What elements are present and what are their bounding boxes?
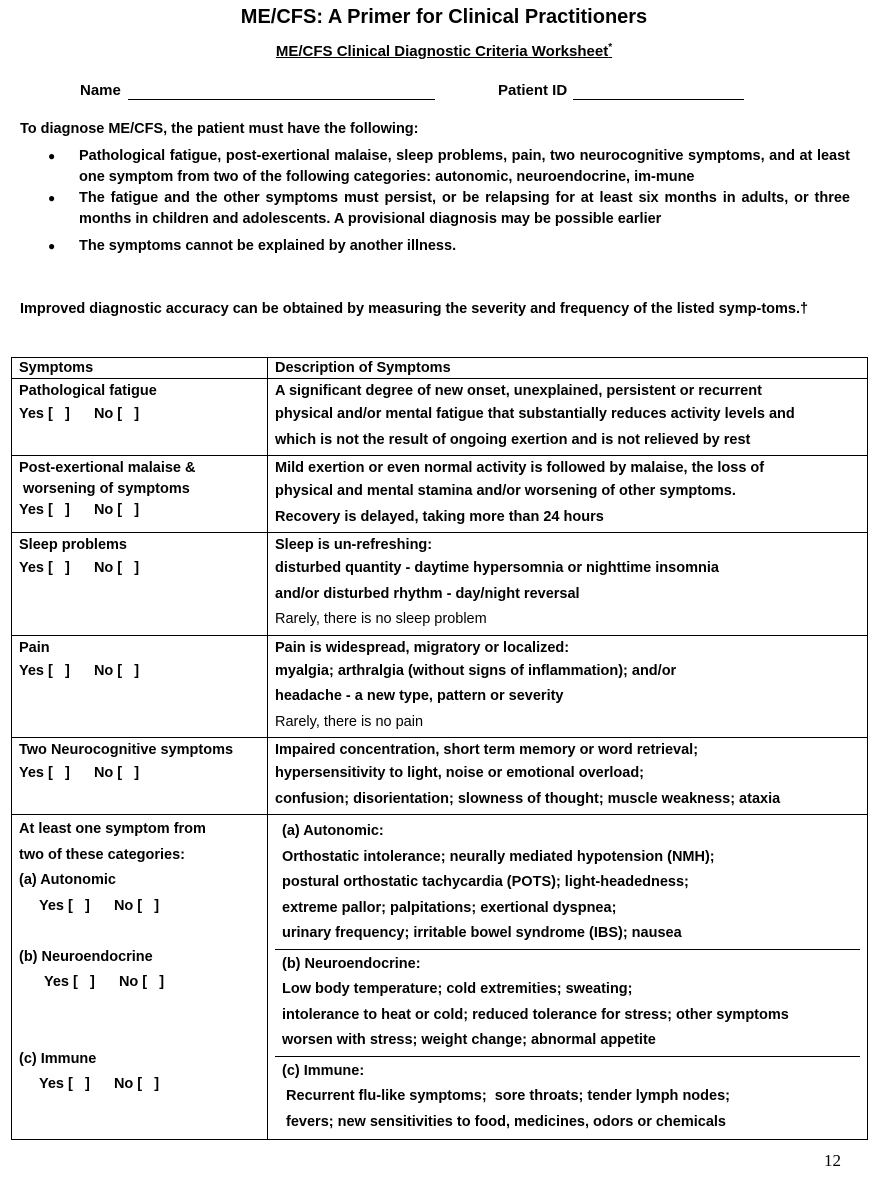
- symptom-name: At least one symptom from: [19, 821, 206, 837]
- name-label: Name: [80, 82, 121, 99]
- requirements-list: [20, 146, 850, 257]
- patient-id-label: Patient ID: [498, 82, 568, 99]
- patient-id-field[interactable]: [573, 99, 744, 100]
- description-cell: [268, 533, 868, 636]
- requirement-text: The symptoms cannot be explained by another illness.: [79, 238, 457, 254]
- symptom-cell: [12, 456, 268, 533]
- description-line: physical and mental stamina and/or worsening of other symptoms.: [275, 483, 736, 499]
- yes-no-checkboxes[interactable]: Yes [ ] No [ ]: [39, 897, 160, 914]
- neuroendocrine-description: [275, 949, 860, 1056]
- description-line: (c) Immune:: [282, 1062, 365, 1079]
- description-line: Orthostatic intolerance; neurally mediated hypotension (NMH);: [282, 848, 715, 865]
- symptom-cell: [12, 738, 268, 815]
- worksheet-subtitle: [0, 42, 888, 60]
- yes-no-checkboxes[interactable]: Yes [ ] No [ ]: [19, 560, 140, 576]
- description-line: Sleep is un-refreshing:: [275, 537, 433, 553]
- symptom-name: Sleep problems: [19, 537, 127, 553]
- description-line: Impaired concentration, short term memory or word retrieval;: [275, 742, 699, 758]
- description-line: intolerance to heat or cold; reduced tolerance for stress; other symptoms: [282, 1006, 789, 1023]
- yes-no-checkboxes[interactable]: Yes [ ] No [ ]: [19, 765, 140, 781]
- table-row: [12, 456, 868, 533]
- subtitle-footnote-mark: *: [608, 42, 613, 53]
- description-line: hypersensitivity to light, noise or emotional overload;: [275, 765, 645, 781]
- symptom-name: Post-exertional malaise &: [19, 460, 196, 476]
- yes-no-checkboxes[interactable]: Yes [ ] No [ ]: [19, 662, 140, 679]
- description-line: Recovery is delayed, taking more than 24 hours: [275, 508, 604, 525]
- symptom-cell: [12, 815, 268, 1140]
- accuracy-note: Improved diagnostic accuracy can be obtained by measuring the severity and frequency of the listed symp-toms.†: [20, 301, 809, 317]
- criteria-table: [11, 357, 868, 1140]
- description-line: myalgia; arthralgia (without signs of inflammation); and/or: [275, 662, 677, 679]
- description-line: postural orthostatic tachycardia (POTS); light-headedness;: [282, 874, 689, 890]
- category-label-neuroendocrine: (b) Neuroendocrine: [19, 948, 153, 965]
- autonomic-description: [275, 817, 860, 949]
- table-header-row: [12, 358, 868, 379]
- requirement-item: [20, 188, 850, 230]
- bullet-icon: ●: [48, 239, 56, 253]
- bullet-icon: ●: [48, 191, 56, 205]
- description-note: Rarely, there is no sleep problem: [275, 611, 487, 627]
- description-line: Pain is widespread, migratory or localized:: [275, 639, 570, 656]
- requirement-item: [20, 146, 850, 188]
- spacer: [19, 1021, 260, 1047]
- requirement-text: Pathological fatigue, post-exertional malaise, sleep problems, pain, two neurocognitive symptoms, and at least one symptom from two of the following categories: autonomic, neuroendocrine, im-mune: [79, 148, 850, 185]
- spacer: [19, 996, 260, 1022]
- description-line: worsen with stress; weight change; abnormal appetite: [282, 1032, 656, 1048]
- requirement-item: [20, 236, 850, 257]
- symptom-name: worsening of symptoms: [19, 481, 190, 497]
- description-line: headache - a new type, pattern or severity: [275, 688, 564, 704]
- description-note: Rarely, there is no pain: [275, 713, 424, 730]
- yes-no-checkboxes[interactable]: Yes [ ] No [ ]: [19, 502, 140, 518]
- description-cell: [268, 815, 868, 1140]
- symptom-name: Pain: [19, 639, 50, 656]
- table-row: [12, 533, 868, 636]
- table-row: [12, 379, 868, 456]
- symptom-name: Two Neurocognitive symptoms: [19, 742, 234, 758]
- description-line: confusion; disorientation; slowness of thought; muscle weakness; ataxia: [275, 790, 781, 807]
- symptom-cell: [12, 635, 268, 738]
- requirement-text: The fatigue and the other symptoms must persist, or be relapsing for at least six months in adults, or three months in children and adolescents. A provisional diagnosis may be possible earlier: [79, 190, 850, 227]
- symptom-name: two of these categories:: [19, 846, 185, 863]
- yes-no-checkboxes[interactable]: Yes [ ] No [ ]: [39, 1076, 160, 1092]
- description-line: (b) Neuroendocrine:: [282, 955, 421, 972]
- description-line: A significant degree of new onset, unexplained, persistent or recurrent: [275, 383, 762, 399]
- spacer: [19, 919, 260, 945]
- description-cell: [268, 635, 868, 738]
- symptoms-header: Symptoms: [12, 358, 268, 379]
- description-line: Recurrent flu-like symptoms; sore throats; tender lymph nodes;: [282, 1088, 730, 1104]
- description-header: Description of Symptoms: [268, 358, 868, 379]
- yes-no-checkboxes[interactable]: Yes [ ] No [ ]: [44, 974, 165, 990]
- page-number: 12: [824, 1151, 841, 1170]
- immune-description: [275, 1056, 860, 1138]
- description-line: urinary frequency; irritable bowel syndrome (IBS); nausea: [282, 925, 682, 941]
- category-label-immune: (c) Immune: [19, 1050, 97, 1067]
- symptom-name: Pathological fatigue: [19, 383, 157, 399]
- description-line: fevers; new sensitivities to food, medicines, odors or chemicals: [282, 1113, 726, 1130]
- bullet-icon: ●: [48, 149, 56, 163]
- name-field[interactable]: [128, 99, 435, 100]
- description-line: physical and/or mental fatigue that substantially reduces activity levels and: [275, 406, 795, 422]
- description-line: Mild exertion or even normal activity is followed by malaise, the loss of: [275, 460, 765, 476]
- description-line: and/or disturbed rhythm - day/night reversal: [275, 585, 580, 602]
- description-line: extreme pallor; palpitations; exertional dyspnea;: [282, 899, 617, 916]
- category-label-autonomic: (a) Autonomic: [19, 872, 116, 888]
- description-cell: [268, 738, 868, 815]
- description-line: (a) Autonomic:: [282, 823, 384, 839]
- description-line: disturbed quantity - daytime hypersomnia or nighttime insomnia: [275, 560, 719, 576]
- page-title: ME/CFS: A Primer for Clinical Practitioners: [240, 6, 648, 28]
- diagnosis-intro: To diagnose ME/CFS, the patient must have the following:: [20, 121, 419, 137]
- table-row: [12, 815, 868, 1140]
- symptom-cell: [12, 379, 268, 456]
- yes-no-checkboxes[interactable]: Yes [ ] No [ ]: [19, 406, 140, 422]
- patient-fields: [80, 82, 800, 104]
- description-cell: [268, 379, 868, 456]
- description-line: Low body temperature; cold extremities; sweating;: [282, 981, 633, 997]
- description-line: which is not the result of ongoing exertion and is not relieved by rest: [275, 431, 751, 448]
- worksheet-subtitle-text: ME/CFS Clinical Diagnostic Criteria Worksheet: [275, 43, 609, 60]
- table-row: [12, 635, 868, 738]
- table-row: [12, 738, 868, 815]
- symptom-cell: [12, 533, 268, 636]
- description-cell: [268, 456, 868, 533]
